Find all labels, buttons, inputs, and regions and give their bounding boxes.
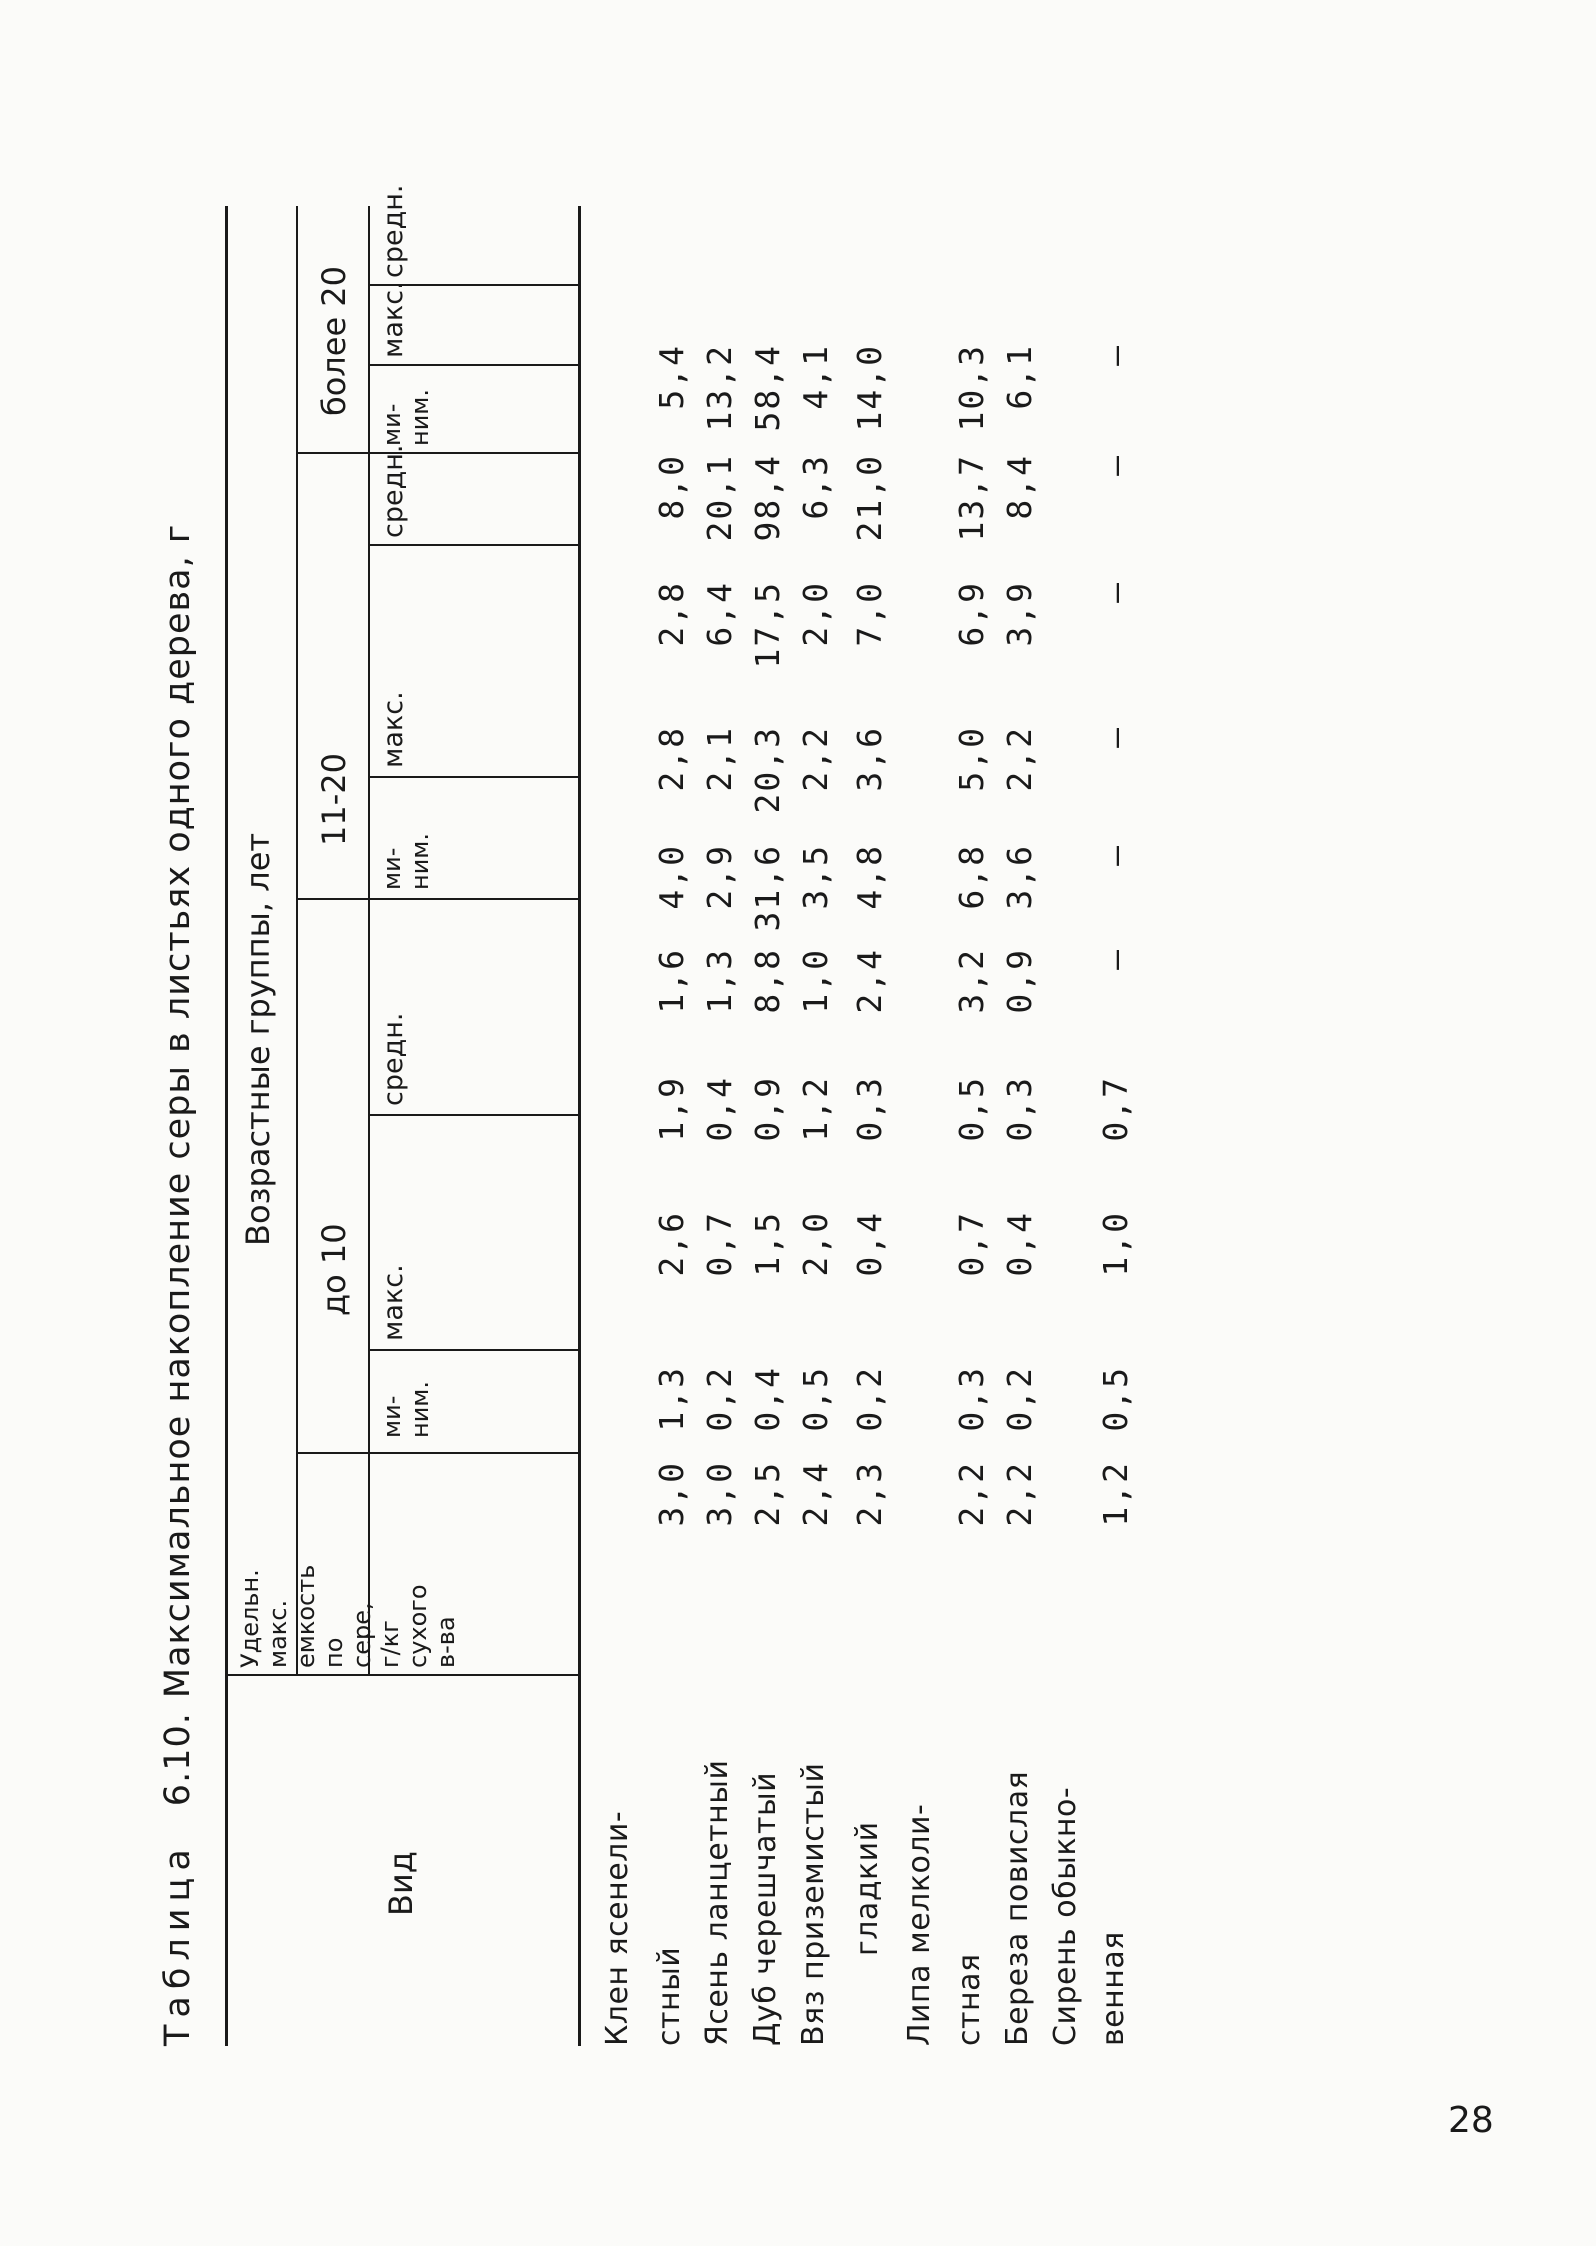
col-rule-group2 bbox=[296, 898, 580, 900]
g1-max-header: макс. bbox=[378, 1264, 409, 1341]
table-cell: 4,0 bbox=[652, 844, 691, 910]
row-4-species: Вяз приземистый bbox=[796, 1762, 831, 2046]
table-cell: 0,9 bbox=[748, 1076, 787, 1142]
g3-avg-header: средн. bbox=[378, 184, 409, 278]
table-cell: 1,2 bbox=[796, 1076, 835, 1142]
capacity-line-2: макс. bbox=[264, 1599, 292, 1668]
col-rule-g3-min bbox=[370, 364, 580, 366]
table-cell: 31,6 bbox=[748, 844, 787, 932]
table-cell: 1,3 bbox=[652, 1366, 691, 1432]
table-cell: 0,2 bbox=[850, 1366, 889, 1432]
capacity-cell: 1,2 bbox=[1096, 1461, 1135, 1527]
capacity-cell: 2,4 bbox=[796, 1461, 835, 1527]
group-title-rule bbox=[296, 206, 298, 1676]
table-cell: 0,7 bbox=[952, 1211, 991, 1277]
top-rule bbox=[225, 206, 228, 2046]
capacity-line-6: г/кг bbox=[376, 1620, 404, 1668]
table-cell: 98,4 bbox=[748, 454, 787, 542]
table-cell: 20,3 bbox=[748, 726, 787, 814]
table-cell: 1,6 bbox=[652, 948, 691, 1014]
table-cell: – bbox=[1096, 581, 1135, 603]
table-cell: 1,5 bbox=[748, 1211, 787, 1277]
table-cell: 1,9 bbox=[652, 1076, 691, 1142]
col-rule-g1-max bbox=[370, 1114, 580, 1116]
g3-min-line-2: ним. bbox=[406, 388, 434, 446]
g2-min-header bbox=[378, 833, 434, 890]
table-cell: 6,9 bbox=[952, 581, 991, 647]
table-cell: 58,4 bbox=[748, 344, 787, 432]
table-cell: – bbox=[1096, 454, 1135, 476]
table-cell: 3,5 bbox=[796, 844, 835, 910]
table-cell: 5,4 bbox=[652, 344, 691, 410]
table-cell: – bbox=[1096, 726, 1135, 748]
table-cell: 1,3 bbox=[700, 948, 739, 1014]
row-5-species: гладкий bbox=[850, 1821, 885, 1956]
g3-min-line-1: ми- bbox=[378, 403, 406, 446]
table-cell: 2,2 bbox=[796, 726, 835, 792]
table-cell: 20,1 bbox=[700, 454, 739, 542]
header-group-1: до 10 bbox=[315, 1223, 353, 1316]
table-cell: 0,2 bbox=[1000, 1366, 1039, 1432]
row-1-species-line-2: стный bbox=[652, 1946, 687, 2046]
row-2-species: Ясень ланцетный bbox=[700, 1759, 735, 2046]
capacity-line-8: в-ва bbox=[432, 1616, 460, 1668]
g1-min-header bbox=[378, 1381, 434, 1438]
row-8-species-line-1: Сирень обыкно- bbox=[1048, 1786, 1083, 2046]
g3-min-header bbox=[378, 389, 434, 446]
table-cell: 2,8 bbox=[652, 581, 691, 647]
table-cell: 2,4 bbox=[850, 948, 889, 1014]
table-cell: 8,4 bbox=[1000, 454, 1039, 520]
caption-title: Максимальное накопление серы в листьях одного дерева, г bbox=[158, 523, 198, 1699]
table-cell: 0,4 bbox=[700, 1076, 739, 1142]
col-rule-g1-min bbox=[370, 1349, 580, 1351]
table-cell: 21,0 bbox=[850, 454, 889, 542]
group-label-rule bbox=[368, 206, 370, 1676]
table-cell: 0,3 bbox=[1000, 1076, 1039, 1142]
row-1-species-line-1: Клен ясенели- bbox=[600, 1810, 635, 2046]
table-cell: 17,5 bbox=[748, 581, 787, 669]
table-cell: 0,5 bbox=[1096, 1366, 1135, 1432]
header-group-2: 11-20 bbox=[315, 753, 353, 846]
table-cell: 6,1 bbox=[1000, 344, 1039, 410]
row-3-species: Дуб черешчатый bbox=[748, 1771, 783, 2046]
row-8-species-line-2: венная bbox=[1096, 1931, 1131, 2046]
g2-max-header: макс. bbox=[378, 691, 409, 768]
table-cell: 10,3 bbox=[952, 344, 991, 432]
table-cell: 2,2 bbox=[1000, 726, 1039, 792]
capacity-line-4: по bbox=[320, 1637, 348, 1668]
table-cell: 2,0 bbox=[796, 1211, 835, 1277]
table-cell: 0,3 bbox=[850, 1076, 889, 1142]
table-cell: 6,8 bbox=[952, 844, 991, 910]
table-cell: 0,7 bbox=[700, 1211, 739, 1277]
table-cell: 0,4 bbox=[1000, 1211, 1039, 1277]
g2-min-line-2: ним. bbox=[406, 832, 434, 890]
col-rule-group3 bbox=[296, 452, 580, 454]
g2-min-line-1: ми- bbox=[378, 847, 406, 890]
table-cell: – bbox=[1096, 344, 1135, 366]
capacity-cell: 3,0 bbox=[652, 1461, 691, 1527]
table-cell: 1,0 bbox=[796, 948, 835, 1014]
capacity-line-1: Удельн. bbox=[236, 1569, 264, 1668]
col-rule-g2-min bbox=[370, 776, 580, 778]
table-cell: – bbox=[1096, 948, 1135, 970]
table-cell: – bbox=[1096, 844, 1135, 866]
g1-avg-header: средн. bbox=[378, 1012, 409, 1106]
header-bottom-rule bbox=[578, 206, 581, 2046]
g1-min-line-1: ми- bbox=[378, 1395, 406, 1438]
capacity-cell: 2,2 bbox=[952, 1461, 991, 1527]
col-rule-capacity bbox=[296, 1452, 580, 1454]
capacity-cell: 3,0 bbox=[700, 1461, 739, 1527]
g3-max-header: макс. bbox=[378, 281, 409, 358]
table-cell: 0,4 bbox=[850, 1211, 889, 1277]
col-rule-species bbox=[226, 1674, 580, 1676]
table-cell: 3,6 bbox=[850, 726, 889, 792]
table-cell: 14,0 bbox=[850, 344, 889, 432]
capacity-line-7: сухого bbox=[404, 1584, 432, 1668]
capacity-cell: 2,2 bbox=[1000, 1461, 1039, 1527]
table-cell: 8,8 bbox=[748, 948, 787, 1014]
table-cell: 0,7 bbox=[1096, 1076, 1135, 1142]
table-cell: 2,6 bbox=[652, 1211, 691, 1277]
table-cell: 6,4 bbox=[700, 581, 739, 647]
table-cell: 13,7 bbox=[952, 454, 991, 542]
table-cell: 4,8 bbox=[850, 844, 889, 910]
table-cell: 0,4 bbox=[748, 1366, 787, 1432]
table-cell: 0,3 bbox=[952, 1366, 991, 1432]
table-cell: 2,1 bbox=[700, 726, 739, 792]
table-cell: 0,5 bbox=[796, 1366, 835, 1432]
g2-avg-header: средн. bbox=[378, 444, 409, 538]
table-cell: 3,2 bbox=[952, 948, 991, 1014]
table-cell: 2,8 bbox=[652, 726, 691, 792]
capacity-cell: 2,5 bbox=[748, 1461, 787, 1527]
caption-label: Таблица bbox=[158, 1842, 198, 2046]
col-rule-g2-max bbox=[370, 544, 580, 546]
table-cell: 6,3 bbox=[796, 454, 835, 520]
row-6-species-line-1: Липа мелколи- bbox=[902, 1803, 937, 2046]
g1-min-line-2: ним. bbox=[406, 1380, 434, 1438]
capacity-line-5: сере, bbox=[348, 1602, 376, 1668]
table-cell: 0,2 bbox=[700, 1366, 739, 1432]
row-7-species: Береза повислая bbox=[1000, 1770, 1035, 2046]
header-species: Вид bbox=[382, 1851, 420, 1916]
table-cell: 2,0 bbox=[796, 581, 835, 647]
table-cell: 1,0 bbox=[1096, 1211, 1135, 1277]
capacity-line-3: емкость bbox=[292, 1564, 320, 1668]
caption-number: 6.10. bbox=[158, 1712, 198, 1807]
table-cell: 4,1 bbox=[796, 344, 835, 410]
table-cell: 13,2 bbox=[700, 344, 739, 432]
header-group-3: более 20 bbox=[315, 265, 353, 416]
page-number: 28 bbox=[1448, 2100, 1494, 2141]
row-6-species-line-2: стная bbox=[952, 1953, 987, 2046]
table-cell: 0,5 bbox=[952, 1076, 991, 1142]
table-cell: 0,9 bbox=[1000, 948, 1039, 1014]
table-caption bbox=[158, 524, 198, 2046]
table-cell: 3,6 bbox=[1000, 844, 1039, 910]
capacity-cell: 2,3 bbox=[850, 1461, 889, 1527]
table-cell: 8,0 bbox=[652, 454, 691, 520]
table-cell: 2,9 bbox=[700, 844, 739, 910]
table-cell: 3,9 bbox=[1000, 581, 1039, 647]
header-age-groups-title: Возрастные группы, лет bbox=[239, 832, 277, 1246]
table-cell: 7,0 bbox=[850, 581, 889, 647]
header-capacity bbox=[236, 1565, 460, 1668]
table-cell: 5,0 bbox=[952, 726, 991, 792]
